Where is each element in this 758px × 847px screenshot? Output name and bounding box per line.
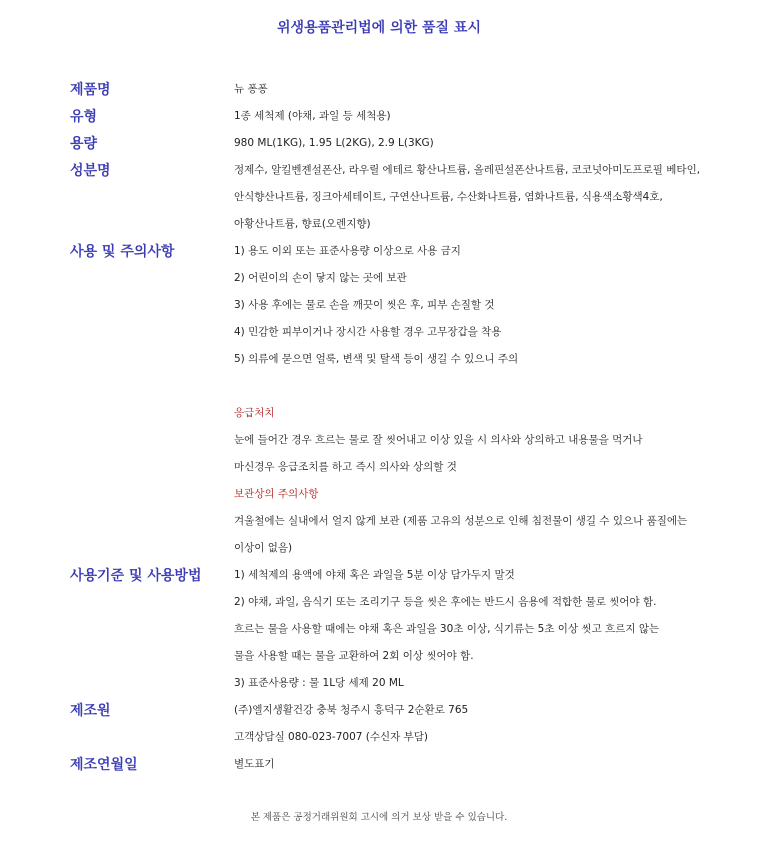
- footer-note: 본 제품은 공정거래위원회 고시에 의거 보상 받을 수 있습니다.: [250, 812, 508, 823]
- label-product-name: 제품명: [70, 82, 111, 98]
- page-title: 위생용품관리법에 의한 품질 표시: [277, 20, 481, 36]
- text-line: 정제수, 알킬벤젠설폰산, 라우릴 에테르 황산나트륨, 올레핀설폰산나트륨, 코코넛아미도프로필 베타인,: [234, 164, 701, 176]
- text-line: 별도표기: [234, 758, 275, 770]
- text-line: 눈에 들어간 경우 흐르는 물로 잘 씻어내고 이상 있을 시 의사와 상의하고 내용물을 먹거나: [234, 434, 643, 446]
- text-line: 이상이 없음): [234, 542, 293, 554]
- text-line: 3) 사용 후에는 물로 손을 깨끗이 씻은 후, 피부 손질할 것: [234, 299, 495, 311]
- text-line: 2) 어린이의 손이 닿지 않는 곳에 보관: [234, 272, 407, 284]
- text-line: 3) 표준사용량 : 물 1L당 세제 20 ML: [234, 677, 404, 689]
- text-line: 물을 사용할 때는 물을 교환하여 2회 이상 씻어야 함.: [234, 650, 474, 662]
- text-line: 4) 민감한 피부이거나 장시간 사용할 경우 고무장갑을 착용: [234, 326, 502, 338]
- label-capacity: 용량: [70, 136, 98, 152]
- label-type: 유형: [70, 109, 98, 125]
- text-line: 흐르는 물을 사용할 때에는 야채 혹은 과일을 30초 이상, 식기류는 5초 이상 씻고 흐르지 않는: [234, 623, 660, 635]
- text-line: 겨울철에는 실내에서 얼지 않게 보관 (제품 고유의 성분으로 인해 침전물이 생길 수 있으나 품질에는: [234, 515, 688, 527]
- label-ingredients: 성분명: [70, 163, 111, 179]
- text-line: 980 ML(1KG), 1.95 L(2KG), 2.9 L(3KG): [234, 137, 434, 149]
- label-manufacturer: 제조원: [70, 703, 111, 719]
- text-line: 마신경우 응급조치를 하고 즉시 의사와 상의할 것: [234, 461, 457, 473]
- text-line: 2) 야채, 과일, 음식기 또는 조리기구 등을 씻은 후에는 반드시 음용에 적합한 물로 씻어야 함.: [234, 596, 657, 608]
- text-line: 아황산나트륨, 향료(오렌지향): [234, 218, 371, 230]
- label-precautions: 사용 및 주의사항: [70, 244, 175, 260]
- text-line: 안식향산나트륨, 징크아세테이트, 구연산나트륨, 수산화나트륨, 염화나트륨, 식용색소황색4호,: [234, 191, 663, 203]
- text-line: (주)엘지생활건강 충북 청주시 흥덕구 2순환로 765: [234, 704, 469, 716]
- text-line: 1종 세척제 (야채, 과일 등 세척용): [234, 110, 391, 122]
- text-line: 1) 용도 이외 또는 표준사용량 이상으로 사용 금지: [234, 245, 461, 257]
- text-line: 뉴 퐁퐁: [234, 83, 268, 95]
- spacer: [234, 376, 754, 403]
- text-line: 5) 의류에 묻으면 얼룩, 변색 및 탈색 등이 생길 수 있으니 주의: [234, 353, 519, 365]
- storage-title: 보관상의 주의사항: [234, 488, 319, 500]
- label-mfg-date: 제조연월일: [70, 757, 138, 773]
- text-line: 고객상담실 080-023-7007 (수신자 부담): [234, 731, 429, 743]
- label-usage: 사용기준 및 사용방법: [70, 568, 202, 584]
- first-aid-title: 응급처치: [234, 407, 275, 419]
- text-line: 1) 세척제의 용액에 야채 혹은 과일을 5분 이상 담가두지 말것: [234, 569, 515, 581]
